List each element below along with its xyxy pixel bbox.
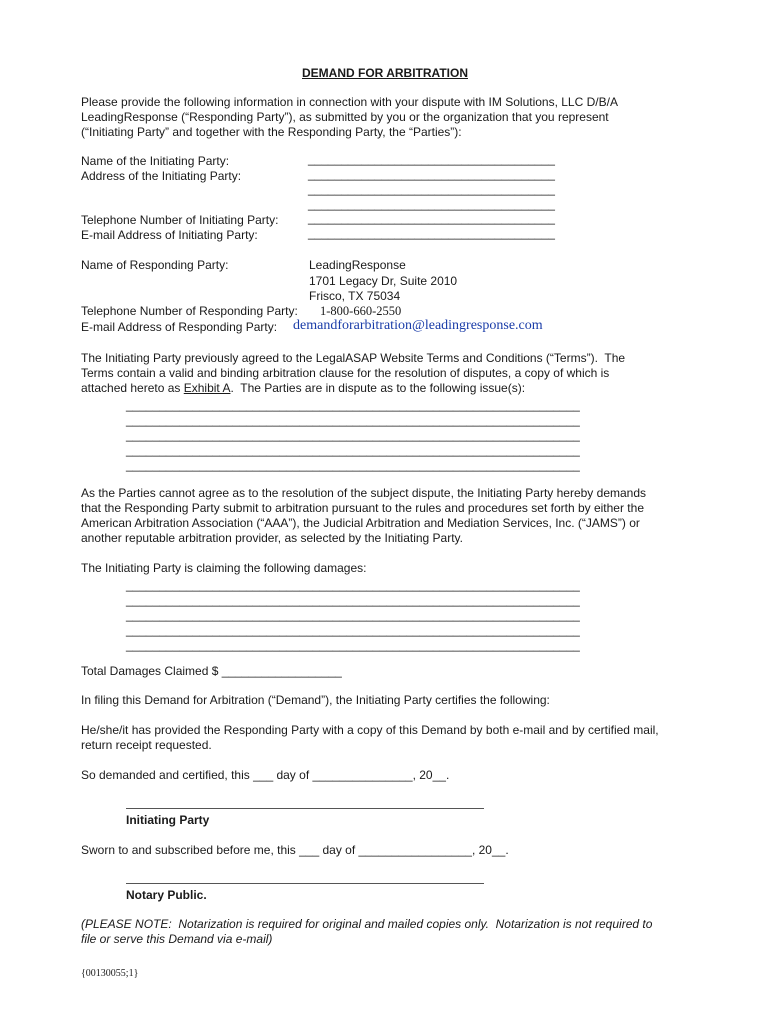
damages-intro: The Initiating Party is claiming the following damages:: [81, 561, 367, 575]
initiating-signature-line[interactable]: [126, 808, 484, 809]
responding-address-line-1: 1701 Legacy Dr, Suite 2010: [309, 274, 458, 288]
intro-line-2: LeadingResponse (“Responding Party”), as submitted by you or the organization that you represent: [81, 110, 609, 124]
responding-email-label: E-mail Address of Responding Party:: [81, 320, 278, 334]
damages-line-4[interactable]: ____________________________________________________________________: [126, 623, 580, 637]
responding-phone: 1-800-660-2550: [320, 304, 402, 318]
issue-line-5[interactable]: ____________________________________________________________________: [126, 458, 580, 472]
initiating-address-field-1[interactable]: _____________________________________: [308, 167, 555, 181]
so-demanded-line[interactable]: So demanded and certified, this ___ day of _______________, 20__.: [81, 768, 450, 782]
demand-line-4: another reputable arbitration provider, as selected by the Initiating Party.: [81, 531, 464, 545]
damages-line-5[interactable]: ____________________________________________________________________: [126, 638, 580, 652]
provided-line-2: return receipt requested.: [81, 738, 212, 752]
terms-line-3-post: . The Parties are in dispute as to the following issue(s):: [230, 381, 526, 395]
terms-line-3-pre: attached hereto as: [81, 381, 184, 395]
exhibit-a-link[interactable]: Exhibit A: [183, 381, 231, 395]
initiating-phone-label: Telephone Number of Initiating Party:: [81, 213, 279, 227]
initiating-phone-field[interactable]: _____________________________________: [308, 211, 555, 225]
damages-line-3[interactable]: ____________________________________________________________________: [126, 608, 580, 622]
initiating-email-label: E-mail Address of Initiating Party:: [81, 228, 258, 242]
note-line-1: (PLEASE NOTE: Notarization is required for original and mailed copies only. Notarization is not required to: [81, 917, 653, 931]
issue-line-2[interactable]: ____________________________________________________________________: [126, 413, 580, 427]
initiating-name-label: Name of the Initiating Party:: [81, 154, 230, 168]
demand-line-2: that the Responding Party submit to arbitration pursuant to the rules and procedures set forth by either the: [81, 501, 644, 515]
initiating-name-field[interactable]: _____________________________________: [308, 152, 555, 166]
notary-signature-label: Notary Public.: [126, 888, 207, 902]
sworn-line[interactable]: Sworn to and subscribed before me, this ___ day of _________________, 20__.: [81, 843, 509, 857]
initiating-email-field[interactable]: _____________________________________: [308, 226, 555, 240]
issue-line-1[interactable]: ____________________________________________________________________: [126, 398, 580, 412]
document-code: {00130055;1}: [81, 968, 139, 979]
notary-signature-line[interactable]: [126, 883, 484, 884]
intro-line-1: Please provide the following information in connection with your dispute with IM Solutions, LLC D/B/A: [81, 95, 618, 109]
filing-statement: In filing this Demand for Arbitration (“Demand”), the Initiating Party certifies the following:: [81, 693, 550, 707]
terms-line-1: The Initiating Party previously agreed to the LegalASAP Website Terms and Conditions (“Terms”). The: [81, 351, 626, 365]
damages-line-2[interactable]: ____________________________________________________________________: [126, 593, 580, 607]
terms-line-3: [81, 381, 525, 396]
issue-line-4[interactable]: ____________________________________________________________________: [126, 443, 580, 457]
initiating-address-field-3[interactable]: _____________________________________: [308, 197, 555, 211]
demand-line-3: American Arbitration Association (“AAA”), the Judicial Arbitration and Mediation Services, Inc. (“JAMS”) or: [81, 516, 640, 530]
responding-address-line-2: Frisco, TX 75034: [309, 289, 401, 303]
initiating-address-label: Address of the Initiating Party:: [81, 169, 242, 183]
page-title: DEMAND FOR ARBITRATION: [302, 66, 468, 80]
issue-line-3[interactable]: ____________________________________________________________________: [126, 428, 580, 442]
initiating-signature-label: Initiating Party: [126, 813, 210, 827]
note-line-2: file or serve this Demand via e-mail): [81, 932, 273, 946]
damages-line-1[interactable]: ____________________________________________________________________: [126, 578, 580, 592]
responding-name-label: Name of Responding Party:: [81, 258, 229, 272]
intro-line-3: (“Initiating Party” and together with the Responding Party, the “Parties”):: [81, 125, 462, 139]
provided-line-1: He/she/it has provided the Responding Party with a copy of this Demand by both e-mail and by certified mail,: [81, 723, 659, 737]
responding-email-link[interactable]: demandforarbitration@leadingresponse.com: [293, 318, 543, 333]
demand-line-1: As the Parties cannot agree as to the resolution of the subject dispute, the Initiating Party hereby demands: [81, 486, 647, 500]
terms-line-2: Terms contain a valid and binding arbitration clause for the resolution of disputes, a copy of which is: [81, 366, 610, 380]
responding-name: LeadingResponse: [309, 258, 406, 272]
total-damages[interactable]: Total Damages Claimed $ __________________: [81, 664, 342, 678]
initiating-address-field-2[interactable]: _____________________________________: [308, 182, 555, 196]
responding-phone-label: Telephone Number of Responding Party:: [81, 304, 298, 318]
